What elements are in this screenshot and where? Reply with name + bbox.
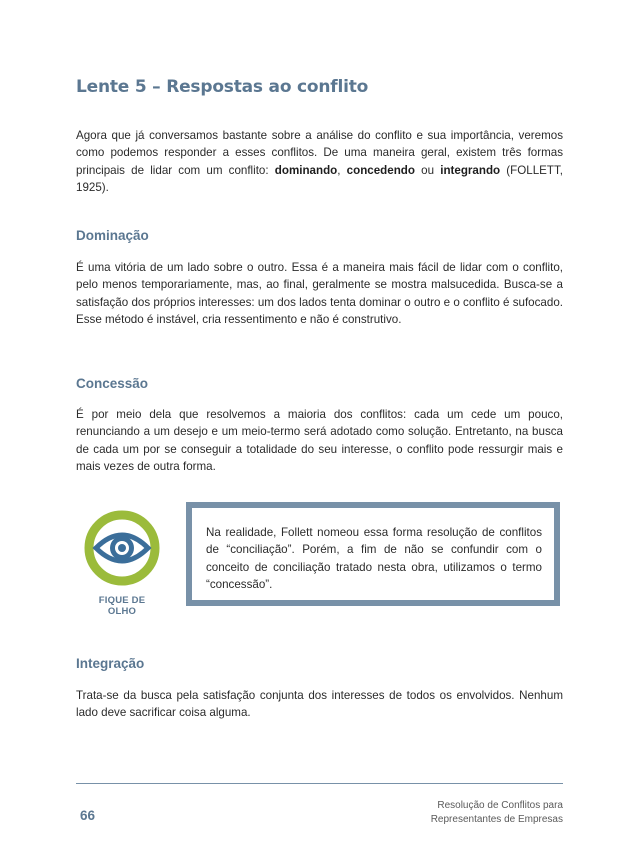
- heading-dominacao: Dominação: [76, 228, 149, 243]
- intro-paragraph: [76, 127, 563, 197]
- page-number: 66: [80, 808, 96, 823]
- paragraph-dominacao: É uma vitória de um lado sobre o outro. Essa é a maneira mais fácil de lidar com o conflito, pelo menos temporariamente, mas, ao final, geralmente se mostra malsucedida. Busca-se a satisfação dos próprios interesses: um dos lados tenta dominar o outro e o conflito é sufocado. Esse método é instável, cria ressentimento e não é construtivo.: [76, 261, 563, 327]
- intro-bold-concedendo: concedendo: [346, 163, 415, 177]
- callout-box: [186, 502, 560, 606]
- intro-sep-2: ou: [414, 163, 441, 177]
- intro-bold-dominando: dominando: [274, 163, 338, 177]
- footer-book-title: [431, 799, 563, 827]
- heading-integracao: Integração: [76, 656, 145, 671]
- intro-bold-integrando: integrando: [440, 163, 501, 177]
- callout-text: Na realidade, Follett nomeou essa forma resolução de conflitos de “conciliação”. Porém, a fim de não se confundir com o conceito de conciliação tratado nesta obra, utilizamos o termo “concessão”.: [206, 526, 542, 592]
- paragraph-concessao: É por meio dela que resolvemos a maioria dos conflitos: cada um cede um pouco, renunciando a um desejo e um meio-termo será adotado como solução. Entretanto, na busca de cada um por se conseguir a totalidade do seu interesse, o conflito pode ressurgir mais e mais vezes de outra forma.: [76, 408, 563, 474]
- footer-book-title-line1: Resolução de Conflitos para: [437, 800, 563, 811]
- intro-text-2: (FOLLETT, 1925).: [76, 163, 563, 195]
- heading-concessao: Concessão: [76, 376, 149, 391]
- paragraph-integracao: Trata-se da busca pela satisfação conjunta dos interesses de todos os envolvidos. Nenhum lado deve sacrificar coisa alguma.: [76, 689, 563, 720]
- callout-label: FIQUE DE OLHO: [98, 595, 146, 617]
- intro-text-1: Agora que já conversamos bastante sobre a análise do conflito e sua importância, veremos como podemos responder a esses conflitos. De uma maneira geral, existem três formas principais de lidar com um conflito:: [76, 129, 563, 177]
- intro-sep-1: ,: [337, 163, 347, 177]
- eye-icon: [84, 510, 160, 586]
- section-title: Lente 5 – Respostas ao conflito: [76, 77, 369, 97]
- footer-divider: [76, 783, 563, 784]
- footer-book-title-line2: Representantes de Empresas: [430, 814, 563, 825]
